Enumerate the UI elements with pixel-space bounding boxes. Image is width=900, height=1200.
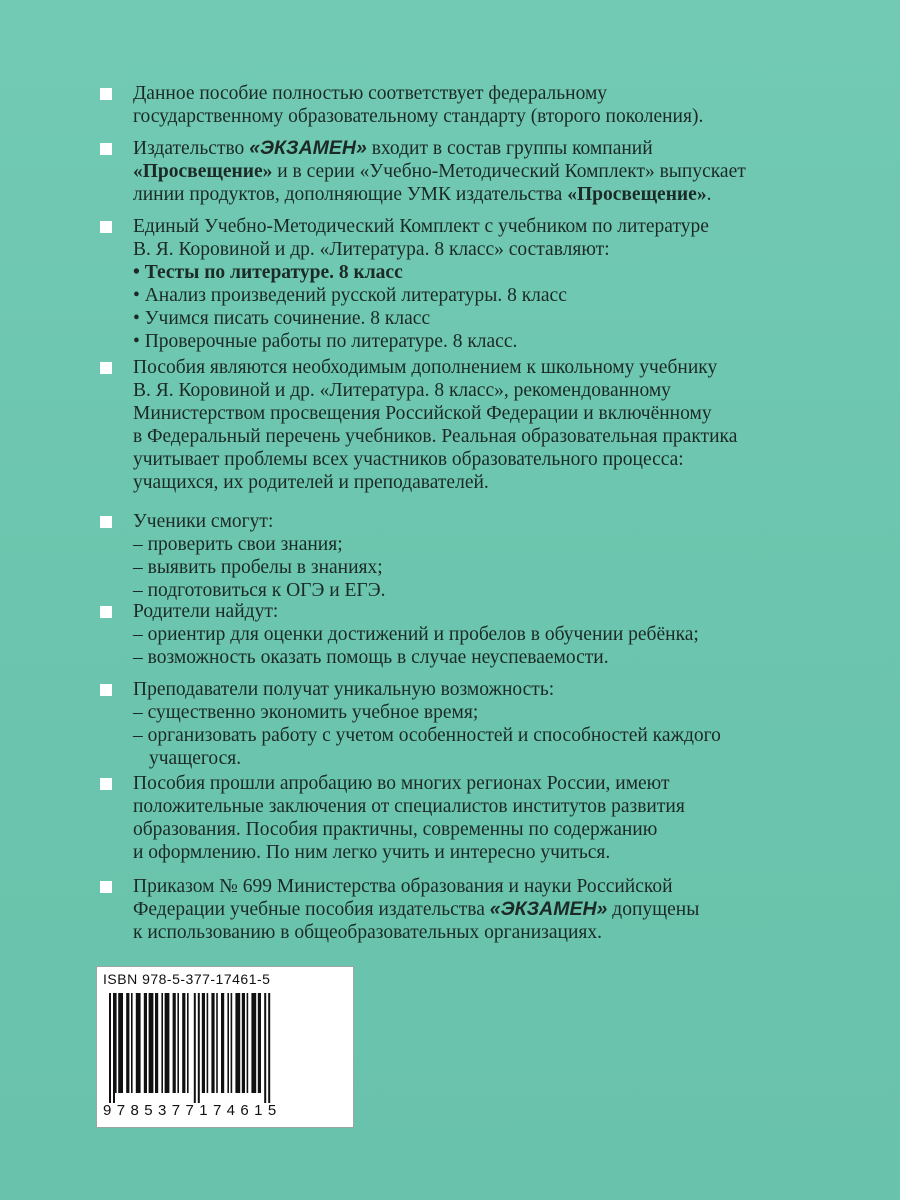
umk-item: • Анализ произведений русской литературы. 8 класс <box>133 285 567 306</box>
barcode-bar <box>258 993 261 1093</box>
isbn-label: ISBN 978-5-377-17461-5 <box>103 971 271 987</box>
text-line: государственному образовательному стандарту (второго поколения). <box>133 106 704 127</box>
section-text <box>133 82 820 128</box>
text-line: Пособия являются необходимым дополнением к школьному учебнику <box>133 357 718 378</box>
barcode-bar <box>211 993 214 1093</box>
publisher-brand: «ЭКЗАМЕН» <box>489 898 608 920</box>
barcode-graphic <box>107 993 343 1103</box>
barcode-bar <box>131 993 133 1093</box>
text-line: учащегося. <box>149 748 242 769</box>
barcode-bar <box>264 993 266 1103</box>
barcode-bar <box>207 993 209 1093</box>
text-fragment: линии продуктов, дополняющие УМК издательства <box>133 184 568 205</box>
text-line: Ученики смогут: <box>133 511 274 532</box>
bullet-square <box>100 606 112 618</box>
text-line <box>133 183 820 206</box>
section-text <box>133 215 820 353</box>
section-text <box>133 600 820 669</box>
text-line: в Федеральный перечень учебников. Реальная образовательная практика <box>133 426 738 447</box>
barcode-bar <box>149 993 154 1093</box>
barcode-bar <box>235 993 240 1093</box>
bullet-square <box>100 881 112 893</box>
bullet-square <box>100 516 112 528</box>
barcode-bar <box>136 993 141 1093</box>
text-fragment: допущены <box>607 899 700 920</box>
text-fragment: входит в состав группы компаний <box>366 138 653 159</box>
section-text <box>133 772 820 864</box>
text-line: – проверить свои знания; <box>133 534 343 555</box>
text-line <box>133 137 820 160</box>
text-line: Пособия прошли апробацию во многих регионах России, имеют <box>133 773 670 794</box>
text-line: образования. Пособия практичны, современны по содержанию <box>133 819 658 840</box>
barcode-bar <box>251 993 256 1093</box>
text-line: Единый Учебно-Методический Комплект с учебником по литературе <box>133 216 709 237</box>
umk-item: • Тесты по литературе. 8 класс <box>133 262 403 283</box>
text-fragment: Федерации учебные пособия издательства <box>133 899 490 920</box>
barcode-bar <box>242 993 245 1093</box>
barcode <box>96 966 354 1128</box>
text-line: Данное пособие полностью соответствует федеральному <box>133 83 608 104</box>
section-text <box>133 356 820 494</box>
barcode-bar <box>113 993 115 1103</box>
text-line: В. Я. Коровиной и др. «Литература. 8 класс» составляют: <box>133 239 610 260</box>
text-line: В. Я. Коровиной и др. «Литература. 8 класс», рекомендованному <box>133 380 671 401</box>
text-line: Приказом № 699 Министерства образования и науки Российской <box>133 876 673 897</box>
umk-item: • Учимся писать сочинение. 8 класс <box>133 308 431 329</box>
text-line: и оформлению. По ним легко учить и интересно учиться. <box>133 842 611 863</box>
barcode-bar <box>247 993 249 1093</box>
section-publisher <box>100 137 820 206</box>
section-text <box>133 875 820 944</box>
text-line: Родители найдут: <box>133 601 279 622</box>
barcode-bar <box>126 993 129 1093</box>
text-line: учащихся, их родителей и преподавателей. <box>133 472 489 493</box>
bullet-square <box>100 143 112 155</box>
section-text <box>133 678 820 770</box>
barcode-bar <box>221 993 224 1093</box>
barcode-bar <box>161 993 163 1093</box>
publisher-group-name: «Просвещение» <box>567 184 707 205</box>
barcode-bar <box>216 993 218 1093</box>
bullet-square <box>100 88 112 100</box>
barcode-bar <box>182 993 185 1093</box>
section-teachers <box>100 678 820 770</box>
section-standard <box>100 82 820 128</box>
bullet-square <box>100 778 112 790</box>
text-fragment: и в серии «Учебно-Методический Комплект» выпускает <box>272 161 746 182</box>
bullet-square <box>100 684 112 696</box>
barcode-bar <box>202 993 205 1093</box>
bullet-square <box>100 221 112 233</box>
section-approbation <box>100 772 820 864</box>
text-line: – ориентир для оценки достижений и пробелов в обучении ребёнка; <box>133 624 699 645</box>
text-line <box>133 160 820 183</box>
text-line: – выявить пробелы в знаниях; <box>133 557 383 578</box>
text-line: к использованию в общеобразовательных организациях. <box>133 922 602 943</box>
section-text <box>133 510 820 602</box>
barcode-bars <box>107 993 343 1103</box>
barcode-bar <box>155 993 158 1093</box>
barcode-bar <box>268 993 270 1103</box>
text-line: – существенно экономить учебное время; <box>133 702 479 723</box>
section-order <box>100 875 820 944</box>
barcode-bar <box>194 993 196 1103</box>
section-students <box>100 510 820 602</box>
barcode-bar <box>144 993 147 1093</box>
text-line: – организовать работу с учетом особенностей и способностей каждого <box>133 725 721 746</box>
barcode-bar <box>187 993 189 1093</box>
barcode-bar <box>177 993 179 1093</box>
barcode-bar <box>118 993 123 1093</box>
barcode-bar <box>227 993 229 1093</box>
barcode-bar <box>198 993 200 1103</box>
text-line: Министерством просвещения Российской Федерации и включённому <box>133 403 712 424</box>
barcode-bar <box>231 993 233 1093</box>
umk-item: • Проверочные работы по литературе. 8 класс. <box>133 331 518 352</box>
section-parents <box>100 600 820 669</box>
text-line: положительные заключения от специалистов институтов развития <box>133 796 685 817</box>
section-benefits <box>100 356 820 494</box>
barcode-bar <box>115 993 117 1093</box>
text-line: Преподаватели получат уникальную возможность: <box>133 679 555 700</box>
publisher-brand: «ЭКЗАМЕН» <box>249 137 367 159</box>
section-text <box>133 137 820 206</box>
barcode-bar <box>165 993 170 1093</box>
barcode-bar <box>109 993 111 1103</box>
bullet-square <box>100 362 112 374</box>
barcode-bar <box>173 993 176 1093</box>
text-fragment: Издательство <box>133 138 250 159</box>
text-line: – возможность оказать помощь в случае неуспеваемости. <box>133 647 609 668</box>
publisher-group-name: «Просвещение» <box>133 161 273 182</box>
text-line: учитывает проблемы всех участников образовательного процесса: <box>133 449 684 470</box>
barcode-digits: 9785377174615 <box>103 1102 282 1119</box>
text-line <box>133 898 820 921</box>
text-line: – подготовиться к ОГЭ и ЕГЭ. <box>133 580 386 601</box>
text-fragment: . <box>706 184 712 205</box>
section-umk <box>100 215 820 353</box>
